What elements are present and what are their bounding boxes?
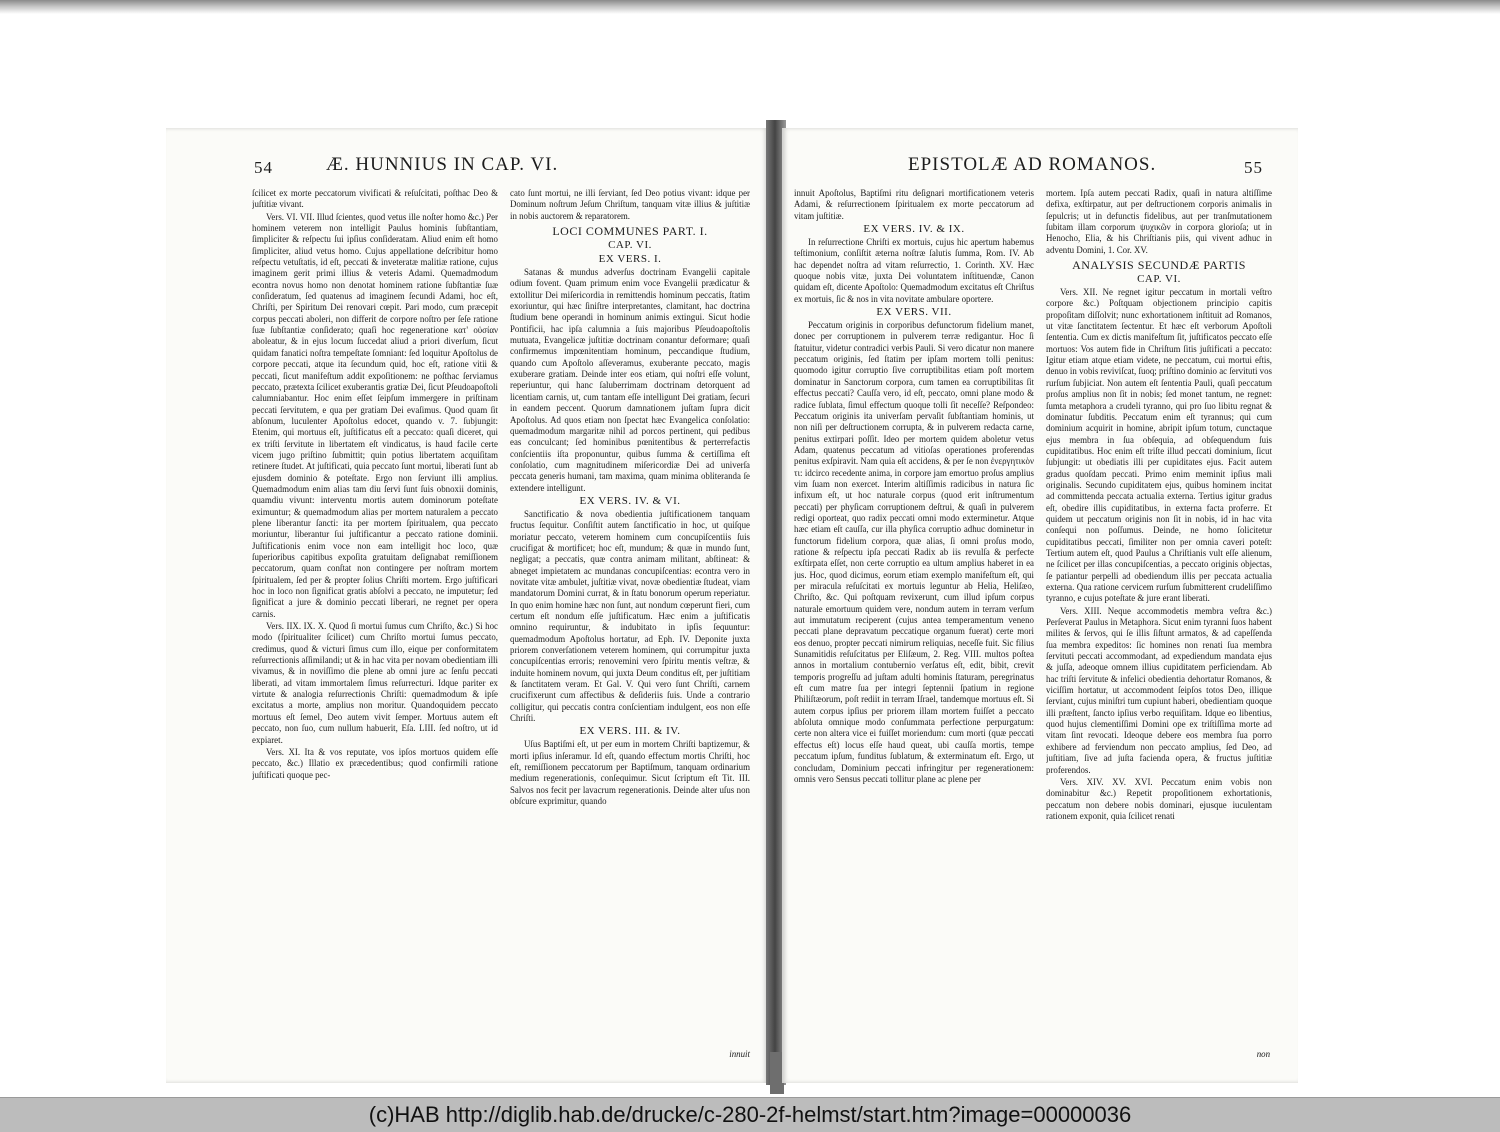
text-paragraph: Sanctificatio & nova obedientia juſtificationem tanquam fructus ſequitur. Conſiſtit autem ſanctificatio in hoc, ut quiſque moriatur peccato, veterem hominem cum concupiſcentiis ſuis crucifigat & mortificet; hoc eſt, mundum; & quæ in mundo ſunt, negligat; a peccatis, quæ contra animam militant, abſtineat: & abneget impietatem ac mundanas concupiſcentias: econtra vero in novitate vitæ ambulet, juſtitiæ vivat, novæ obedientiæ ſtudeat, viam mandatorum Domini currat, & in ſtatu bonorum operum reperiatur. In quo enim homine hæc non ſunt, aut nondum cœperunt fieri, cum certum eſt nondum eſſe juſtificatum. Hæc enim a juſtificatis omnino requiruntur, & indubitato in ipſis ſequuntur: quemadmodum Apoſtolus hortatur, ad Eph. IV. Deponite juxta priorem converſationem veterem hominem, qui corrumpitur juxta concupiſcentias erroris; renovemini vero ſpiritu mentis veſtræ, & induite hominem novum, qui juxta Deum conditus eſt, per juſtitiam & ſanctitatem veram. Et Gal. V. Qui vero ſunt Chriſti, carnem crucifixerunt cum affectibus & deſideriis ſuis. Unde a contrario colligitur, qui peccatis contra conſcientiam indulgent, eos non eſſe Chriſti. [510, 508, 750, 724]
text-paragraph: In reſurrectione Chriſti ex mortuis, cujus hic apertum habemus teſtimonium, conſiſtit æterna noſtræ ſalutis ſumma, Rom. IV. Ab hac dependet noſtra ad vitam reſurrectio, 1. Corinth. XV. Hæc quoque nobis vitæ, juxta Dei voluntatem inſtituendæ, Canon quidam eſt, dicente Apoſtolo: Quemadmodum excitatus eſt Chriſtus ex mortuis, ſic & nos in vita novitate ambulare oportere. [794, 237, 1034, 304]
text-paragraph: mortem. Ipſa autem peccati Radix, quaſi in natura altiſſime defixa, exſtirpatur, aut per deſtructionem corporis animalis in ſepulcris; ut in defunctis fidelibus, aut per tranſmutationem ſubitam illam corporum ψυχικῶν in corpora glorioſa; ut in Henocho, Elia, & his Chriſtianis piis, qui vivent adhuc in adventu Domini, 1. Cor. XV. [1046, 188, 1272, 255]
catchword-right: non [1256, 1049, 1270, 1059]
subsection-heading: CAP. VI. [608, 239, 652, 252]
section-heading: LOCI COMMUNES PART. I. [552, 224, 708, 239]
left-page-header [166, 154, 768, 184]
text-paragraph: Satanas & mundus adverſus doctrinam Evangelii capitale odium fovent. Quam primum enim voce Evangelii prædicatur & extollitur Dei miſericordia in remittendis hominum peccatis, ſtatim exoriuntur, qui hæc ſiniſtre interpretantes, clamitant, hac doctrina ſtudium bene operandi in hominum animis extingui. Sicut hodie Pontificii, hac ipſa calumnia a ſuis majoribus Pſeudoapoſtolis mutuata, Evangelicæ juſtitiæ doctrinam conantur deformare; quaſi confirmemus impœnitentiam hominum, peccandique ſtudium, quando cum Apoſtolo aſſeveramus, exuberante peccato, magis exuberare gratiam. Deinde inter eos etiam, qui noſtri eſſe volunt, reperiuntur, qui hanc ſaluberrimam doctrinam detorquent ad licentiam carnis, ut, cum tantam eſſe intelligunt Dei gratiam, ſecuri in eandem peccent. Quorum damnationem juſtam ſupra dicit Apoſtolus. Ad quos etiam non ſpectat hæc Evangelica conſolatio: quemadmodum margaritæ nihil ad porcos pertinent, qui pedibus eas conculcant; ſed hominibus pœnitentibus & perterrefactis conſcientiis iſta proponuntur, quibus ſumma & certiſſima eſt conſolatio, cum magnitudinem miſericordiæ Dei ad univerſa peccata generis humani, tam maxima, quam minima obliteranda ſe extendere intelligunt. [510, 267, 750, 493]
right-page-header [782, 154, 1298, 184]
catchword-left: innuit [729, 1049, 750, 1059]
right-page [782, 128, 1298, 1083]
subsection-heading: EX VERS. III. & IV. [579, 725, 681, 738]
text-paragraph: Vers. IIX. IX. X. Quod ſi mortui ſumus cum Chriſto, &c.) Si hoc modo (ſpiritualiter ſcilicet) cum Chriſto mortui ſumus peccato, credimus, quod & victuri ſimus cum illo, eique per conformitatem reſurrectionis aſſimilandi; ut & in hac vita per novam obedientiam illi vivamus, & in noviſſimo die plene ab omni jure ac ſenſu peccati liberati, ad vitam immortalem ſimus reſurrecturi. Idque pariter ex virtute & analogia reſurrectionis Chriſti: quemadmodum & ipſe excitatus a morte, amplius non moritur. Quandoquidem peccato mortuus eſt ſemel, Deo autem vivit ſemper. Mortuus autem eſt peccato, non ſuo, cum nullum habuerit, Eſa. LIII. ſed noſtro, ut id expiaret. [252, 621, 498, 745]
text-paragraph: Vers. XIV. XV. XVI. Peccatum enim vobis non dominabitur &c.) Repetit propoſitionem exhortationis, peccatum non debere nobis dominari, ejusque iuculentam rationem exponit, quia ſcilicet renati [1046, 776, 1272, 821]
page-number-left: 54 [254, 158, 273, 177]
section-heading: ANALYSIS SECUNDÆ PARTIS [1072, 258, 1246, 273]
text-paragraph: Vers. XIII. Neque accommodetis membra veſtra &c.) Perſeverat Paulus in Metaphora. Sicut enim tyranni ſuos habent milites & ſervos, qui ſe illis ſiſtunt armatos, & ad capeſſenda ſua membra expeditos: ſic homines non renati ſua membra ſervituti peccati accommodant, ad expediendum mandata ejus & juſſa, adeoque omnem illius cupiditatem perficiendam. Ab hac triſti ſervitute & infelici obedientia dehortatur Romanos, & viciſſim hortatur, ut accommodent ſeipſos totos Deo, illique ſerviant, cujus miniſtri tum cupiunt haberi, obedientiam quoque illi præſtent, ſancto ipſius verbo requiſitam. Idque eo libentius, quod hujus clementiſſimi Domini ope ex triſtiſſima morte ad vitam ſint revocati. Ideoque debere eos membra ſua porro exhibere ad ferviendum non peccato amplius, ſed Deo, ad juſtitiam, ſive ad juſta facienda opera, & fructus juſtitiæ proferendos. [1046, 605, 1272, 775]
left-page-column-2 [510, 188, 750, 1046]
scan-top-edge [0, 0, 1500, 14]
text-paragraph: Vers. XII. Ne regnet igitur peccatum in mortali veſtro corpore &c.) Poſtquam objectionem principio capitis propoſitam diſſolvit; nunc exhortationem inſtituit ad Romanos, ut vitæ ſanctitatem ſectentur. Et hæc eſt verborum Apoſtoli ſententia. Cum ex dictis manifeſtum ſit, juſtificatos peccato eſſe mortuos: Vos autem fide in Chriſtum ſitis juſtificati a peccato: Igitur etiam atque etiam videte, ne peccatum, cui mortui eſtis, denuo in vobis reviviſcat, ſuoq; priſtino dominio ac ſervituti vos rurſum ſubjiciat. Non autem eſt ſententia Pauli, quaſi peccatum proſus amplius non ſit in nobis; ſed monet tantum, ne regnet: ſumta metaphora a crudeli tyranno, qui pro ſuo libitu regnat & dominatur ſubditis. Peccatum enim eſt tyrannus; qui cum dominium acquirit in homine, abripit ipſum totum, cunctaque ejus membra in ſua obſequia, ad obſequendum ſuis cupiditatibus. Hoc enim eſt triſte illud peccati dominium, ſicut ſubjungit: ut obediatis illi per cupiditates ejus. Facit autem gradus quoſdam peccati. Primo enim meminit ipſius mali originalis. Secundo cupiditatem ejus, quibus hominem incitat ad committenda peccata actualia externa. Tertius igitur gradus eſt, obedire illis cupiditatibus, in externa facta proferre. Et quidem ut peccatum originis non ſit in nobis, id in hac vita conſequi non poſſumus. Deinde, ne homo ſolicitetur cupiditatibus peccati, ſimiliter non per omnia caveri poteſt: Tertium autem eſt, quod Paulus a Chriſtianis vult eſſe alienum, ne ſcilicet per illas concupiſcentias, a peccato originis objectas, ſe patiantur perpelli ad obediendum illis per peccata actualia externa. Qua ratione cervicem rurſum ſubmitterent crudeliſſimo tyranno, e cujus poteſtate & jure erant liberati. [1046, 287, 1272, 604]
text-paragraph: ſcilicet ex morte peccatorum vivificati & reſuſcitati, poſthac Deo & juſtitiæ vivant. [252, 188, 498, 210]
text-paragraph: Vers. XI. Ita & vos reputate, vos ipſos mortuos quidem eſſe peccato, &c.) Illatio ex præcedentibus; quod confirmili ratione juſtificati quoque pec- [252, 746, 498, 780]
left-page-column-1 [252, 188, 498, 1060]
running-title-left: Æ. HUNNIUS IN CAP. VI. [326, 154, 559, 175]
subsection-heading: EX VERS. VII. [876, 306, 952, 319]
text-paragraph: cato ſunt mortui, ne illi ſerviant, ſed Deo potius vivant: idque per Dominum noſtrum Jeſum Chriſtum, tanquam vitæ illius & juſtitiæ in nobis auctorem & reparatorem. [510, 188, 750, 221]
right-page-column-2 [1046, 188, 1272, 1046]
text-paragraph: Vers. VI. VII. Illud ſcientes, quod vetus ille noſter homo &c.) Per hominem veterem non intelligit Paulus hominis ſubſtantiam, ſimpliciter & reſpectu ſui ipſius conſideratam. Aliud enim eſt homo ſimpliciter, aliud vetus homo. Cujus appellatione deſcribitur homo reſpectu vetuſtatis, id eſt, peccati & inveteratæ malitiæ ratione, cujus imaginem gerit primi illius & veteris Adami. Quemadmodum econtra novus homo non denotat hominem ratione ſubſtantiæ ſuæ conſideratum, ſed quatenus ad imaginem ſecundi Adami, hoc eſt, Chriſti, per Spiritum Dei renovari cœpit. Pari modo, cum præcepit corpus peccati aboleri, non differit de corpore noſtro per ſeſe ratione ſuæ ſubſtantiæ conſiderato; quaſi hoc regeneratione κατ' οὐσίαν aboleatur, & in ejus locum ſuccedat aliud a priori diverſum, ſicut quidam fanatici noſtra tempeſtate ſomniant: ſed loquitur Apoſtolus de corpore peccati, atque ita ſecundum quid, hoc eſt, ratione vitii & peccati, ſicut manifeſtum addit expoſitionem: ne poſthac ſerviamus peccato, prætexta ſcilicet exuberantis gratiæ Dei, ſicut Pſeudoapoſtoli calumniabantur. Hoc enim eſſet ſeipſum immergere in priſtinam peccati ſervitutem, e qua per gratiam Dei evaſimus. Quod quam ſit abſonum, luculenter Apoſtolus edocet, quando v. 7. ſubjungit: Etenim, qui mortuus eſt, juſtificatus eſt a peccato: quaſi diceret, qui ex triſti ſervitute in libertatem eſt vindicatus, is haud facile certe vicem jugo priſtino ſubmittit; quin potius libertatem acquiſitam retinere ſtudet. At juſtificati, quia peccato ſunt mortui, liberati ſunt ab ejusdem dominio & poteſtate. Ergo non ſerviunt illi amplius. Quemadmodum enim alias tam diu ſervi ſunt ſuis obnoxii dominis, quamdiu vivunt: interventu mortis autem dominorum poteſtate eximuntur; & quemadmodum alias per mortem naturalem a peccato plene liberantur ſancti: ita per mortem ſpiritualem, qua peccato moriuntur, liberantur ſui juſtificantur a peccato ratione dominii. Juſtificationis enim voce non eam intelligit hoc loco, quæ ſuperioribus capitibus expoſita gratuitam deſignabat remiſſionem peccatorum, quam conſtat non contingere per noſtram mortem ſpiritualem, ſed per & propter ſolius Chriſti mortem. Ergo juſtificari hoc in loco non ſignificat gratis abſolvi a peccato, ne imputetur; ſed ſignificat a jure & dominio peccati liberari, ne regnet per opera carnis. [252, 211, 498, 619]
text-paragraph: Peccatum originis in corporibus defunctorum fidelium manet, donec per corruptionem in pulverem terræ redigantur. Hoc ſi ſtatuitur, videtur contradici verbis Pauli. Si vero dicatur non manere peccatum originis, ſed ſtatim per ipſam mortem tolli penitus: quomodo igitur corruptio ſive corruptibilitas etiam poſt mortem dominatur in Sanctorum corpora, cum tamen ea corruptibilitas ſit effectus peccati? Cauſſa vero, id eſt, peccato, omni plane modo & radice ſublata, ſimul effectum quoque tolli ſit neceſſe? Reſpondeo: Peccatum originis ita univerſam pervaſit ſubſtantiam hominis, ut non niſi per deſtructionem corrupta, & in pulverem redacta carne, penitus extirpari poſſit. Ideo per mortem quidem aboletur vetus Adam, quatenus peccatum ad vitioſas operationes proferendas penitus exſpiravit. Nam quia eſt accidens, & per ſe non ἐνεργητικὸν τι: idcirco recedente anima, in corpore jam emortuo proſus amplius vim ſuam non exercet. Interim altiſſimis radicibus in natura ſic infixum eſt, ut hoc naturale corpus (quod erit inſtrumentum peccati) per phyſicam corruptionem deſtrui, & quaſi in pulverem redigi oporteat, quo radix peccati omni modo exterminetur. Atque hæc etiam eſt cauſſa, cur illa phyſica corruptio adhuc dominetur in functorum fidelium corpora, quæ alias, ſi omni proſus modo, ratione & reſpectu ipſa peccati Radix ab iis revulſa & perfecte exſtirpata eſſet, non certe corruptio ea ultum amplius haberet in ea jus. Hoc, quod dicimus, eorum etiam exemplo manifeſtum eſt, qui per miracula reſuſcitati ex mortuis leguntur ab Helia, Heliſæo, Chriſto, &c. Qui poſtquam revixerunt, cum illud ipſum corpus naturale emortuum quidem vere, nondum autem in terram verſum aut immutatum reciperent (cujus antea temperamentum veneno peccati plane depravatum peccatique organum fuerat) certe mori eos denuo, propter peccati nimirum reliquias, neceſſe fuit. Sic filius Sunamitidis reſuſcitatus per Eliſæum, 2. Reg. VIII. multos poſtea annos in mortalium contubernio verſatus eſt, edit, bibit, crevit temporis progreſſu ad juſtam adulti hominis ſtaturam, peregrinatus eſt cum matre ſua per integri ſeptennii ſpatium in regione Philiſtæorum, poſt rediit in terram Iſrael, tandemque mortuus eſt. Si autem corpus ipſius per priorem illam mortem fuiſſet a peccato abſoluta omnique modo conſummata perfectione perpurgatum: certe non altera vice ei fuiſſet moriendum: cum morti (quæ peccati effectus eſt) locus eſſe haud queat, ubi cauſſa mortis, tempe peccatum ipſum, funditus ſublatum, & exterminatum eſt. Ergo, ut concludam, Dominium peccati infringitur per regenerationem: omnis vero Sensus peccati tollitur plane ac plene per [794, 320, 1034, 784]
subsection-heading: EX VERS. IV. & VI. [579, 494, 681, 507]
subsection-heading: CAP. VI. [1137, 273, 1181, 286]
page-number-right: 55 [1244, 158, 1263, 177]
right-page-column-1 [794, 188, 1034, 1058]
left-page [166, 128, 768, 1083]
text-paragraph: innuit Apoſtolus, Baptiſmi ritu deſignari mortificationem veteris Adami, & reſurrectionem ſpiritualem ex morte peccatorum ad vitam juſtitiæ. [794, 188, 1034, 221]
text-paragraph: Uſus Baptiſmi eſt, ut per eum in mortem Chriſti baptizemur, & morti ipſius inſeramur. Id eſt, quando effectum mortis Chriſti, hoc eſt, remiſſionem peccatorum per Baptiſmum, tanquam ordinarium medium regenerationis, conſequimur. Sicut ſcriptum eſt Tit. III. Salvos nos fecit per lavacrum regenerationis. Deinde alter uſus non obſcure exprimitur, quando [510, 739, 750, 807]
subsection-heading: EX VERS. I. [598, 253, 662, 266]
running-title-right: EPISTOLÆ AD ROMANOS. [908, 154, 1157, 175]
copyright-footer: (c)HAB http://diglib.hab.de/drucke/c-280-2f-helmst/start.htm?image=00000036 [0, 1097, 1500, 1132]
subsection-heading: EX VERS. IV. & IX. [863, 223, 965, 236]
